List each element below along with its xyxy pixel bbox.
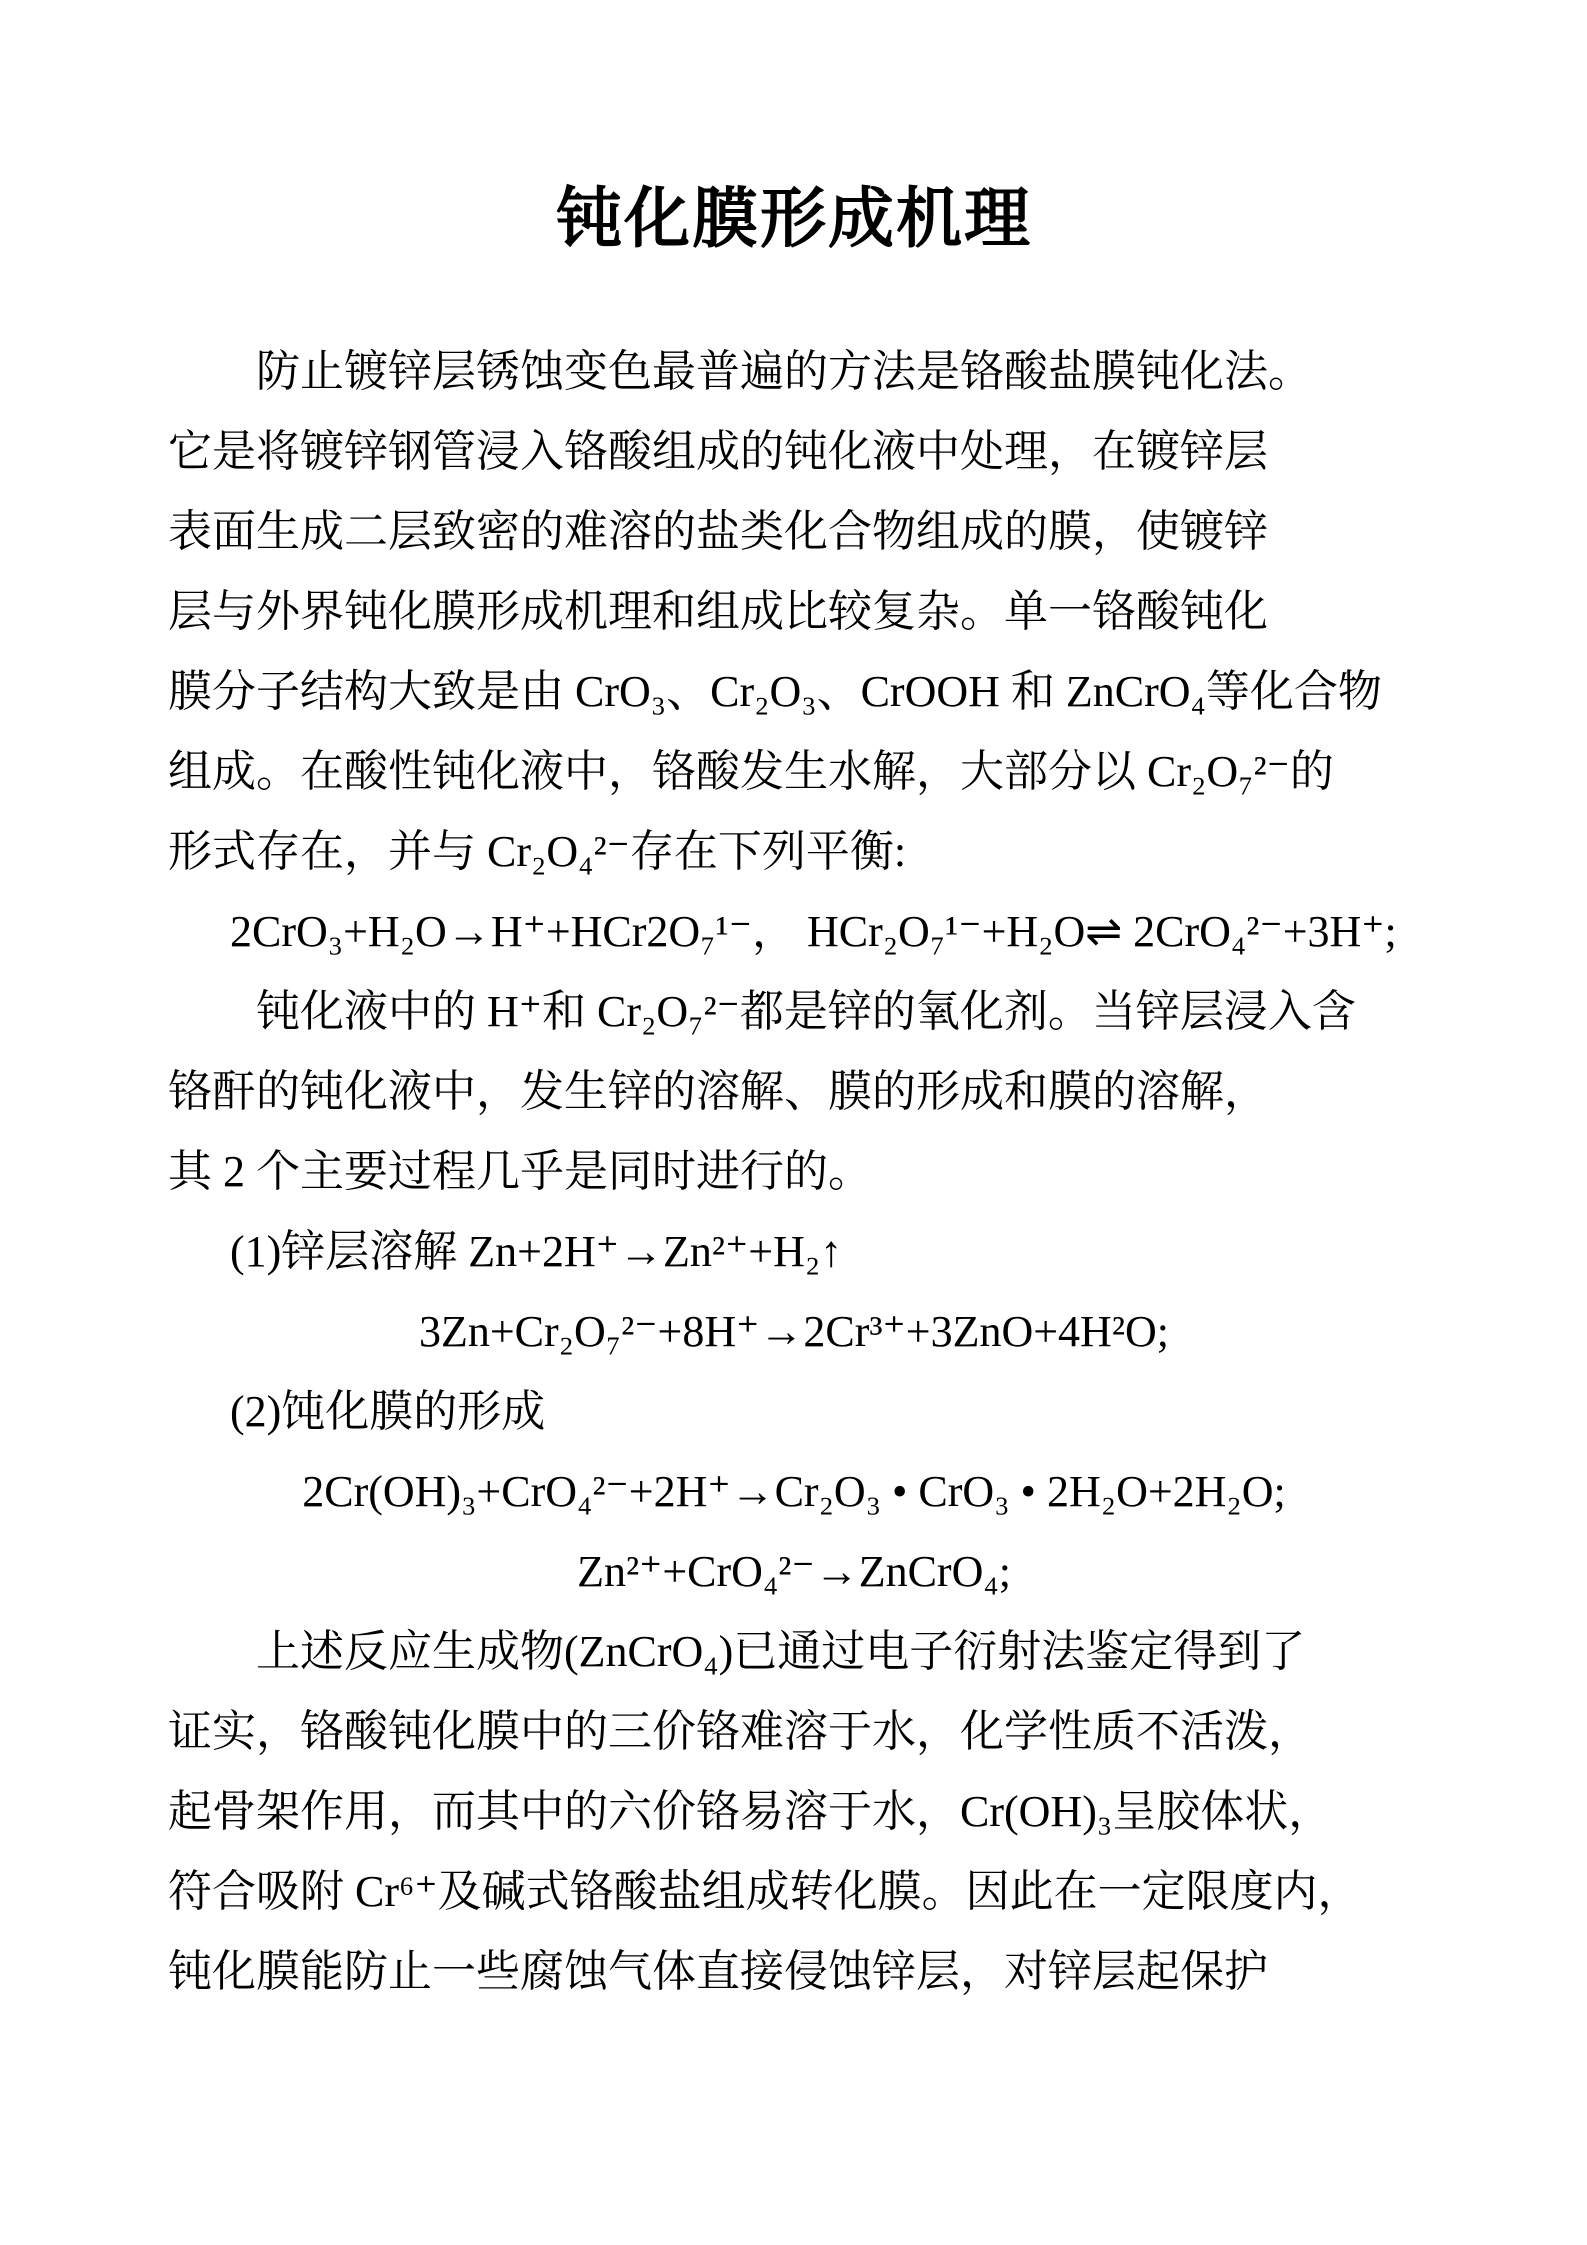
paragraph-intro (168, 332, 1420, 892)
paragraph-oxidizers (168, 972, 1420, 1212)
text-line: 防止镀锌层锈蚀变色最普遍的方法是铬酸盐膜钝化法。 (256, 347, 1312, 396)
paragraph-conclusion (168, 1612, 1420, 2012)
text-line: 证实，铬酸钝化膜中的三价铬难溶于水，化学性质不活泼， (168, 1707, 1312, 1756)
text-line: 形式存在，并与 Cr₂O₄²⁻存在下列平衡: (168, 827, 907, 876)
text-line: 其 2 个主要过程几乎是同时进行的。 (168, 1147, 872, 1196)
equation-film-formation: 2Cr(OH)₃+CrO₄²⁻+2H⁺→Cr₂O₃ • CrO₃ • 2H₂O+2H₂O; (302, 1467, 1286, 1516)
document-body (168, 332, 1420, 2012)
equation-hydrolysis: 2CrO₃+H₂O→H⁺+HCr2O₇¹⁻， HCr₂O₇¹⁻+H₂O⇌ 2CrO₄²⁻+3H⁺; (230, 907, 1397, 956)
text-line: 钝化膜能防止一些腐蚀气体直接侵蚀锌层，对锌层起保护 (168, 1947, 1268, 1996)
text-line: 铬酐的钝化液中，发生锌的溶解、膜的形成和膜的溶解， (168, 1067, 1268, 1116)
text-line: 层与外界钝化膜形成机理和组成比较复杂。单一铬酸钝化 (168, 587, 1268, 636)
text-line: 膜分子结构大致是由 CrO₃、Cr₂O₃、CrOOH 和 ZnCrO₄等化合物 (168, 667, 1382, 716)
equation-zinc-dichromate: 3Zn+Cr₂O₇²⁻+8H⁺→2Cr³⁺+3ZnO+4H²O; (418, 1307, 1170, 1356)
text-line: 表面生成二层致密的难溶的盐类化合物组成的膜，使镀锌 (168, 507, 1268, 556)
text-line: 起骨架作用，而其中的六价铬易溶于水，Cr(OH)₃呈胶体状， (168, 1787, 1333, 1836)
text-line: 钝化液中的 H⁺和 Cr₂O₇²⁻都是锌的氧化剂。当锌层浸入含 (256, 987, 1356, 1036)
text-line: 上述反应生成物(ZnCrO₄)已通过电子衍射法鉴定得到了 (256, 1627, 1306, 1676)
text-line: 组成。在酸性钝化液中，铬酸发生水解，大部分以 Cr₂O₇²⁻的 (168, 747, 1334, 796)
text-line: 它是将镀锌钢管浸入铬酸组成的钝化液中处理，在镀锌层 (168, 427, 1268, 476)
equation-zinc-chromate: Zn²⁺+CrO₄²⁻→ZnCrO₄; (577, 1547, 1011, 1596)
list-item-film-formation: (2)饨化膜的形成 (230, 1387, 546, 1436)
page-title: 钝化膜形成机理 (556, 183, 1032, 256)
list-item-zinc-dissolution: (1)锌层溶解 Zn+2H⁺→Zn²⁺+H₂↑ (230, 1227, 843, 1276)
text-line: 符合吸附 Cr⁶⁺及碱式铬酸盐组成转化膜。因此在一定限度内， (168, 1867, 1362, 1916)
